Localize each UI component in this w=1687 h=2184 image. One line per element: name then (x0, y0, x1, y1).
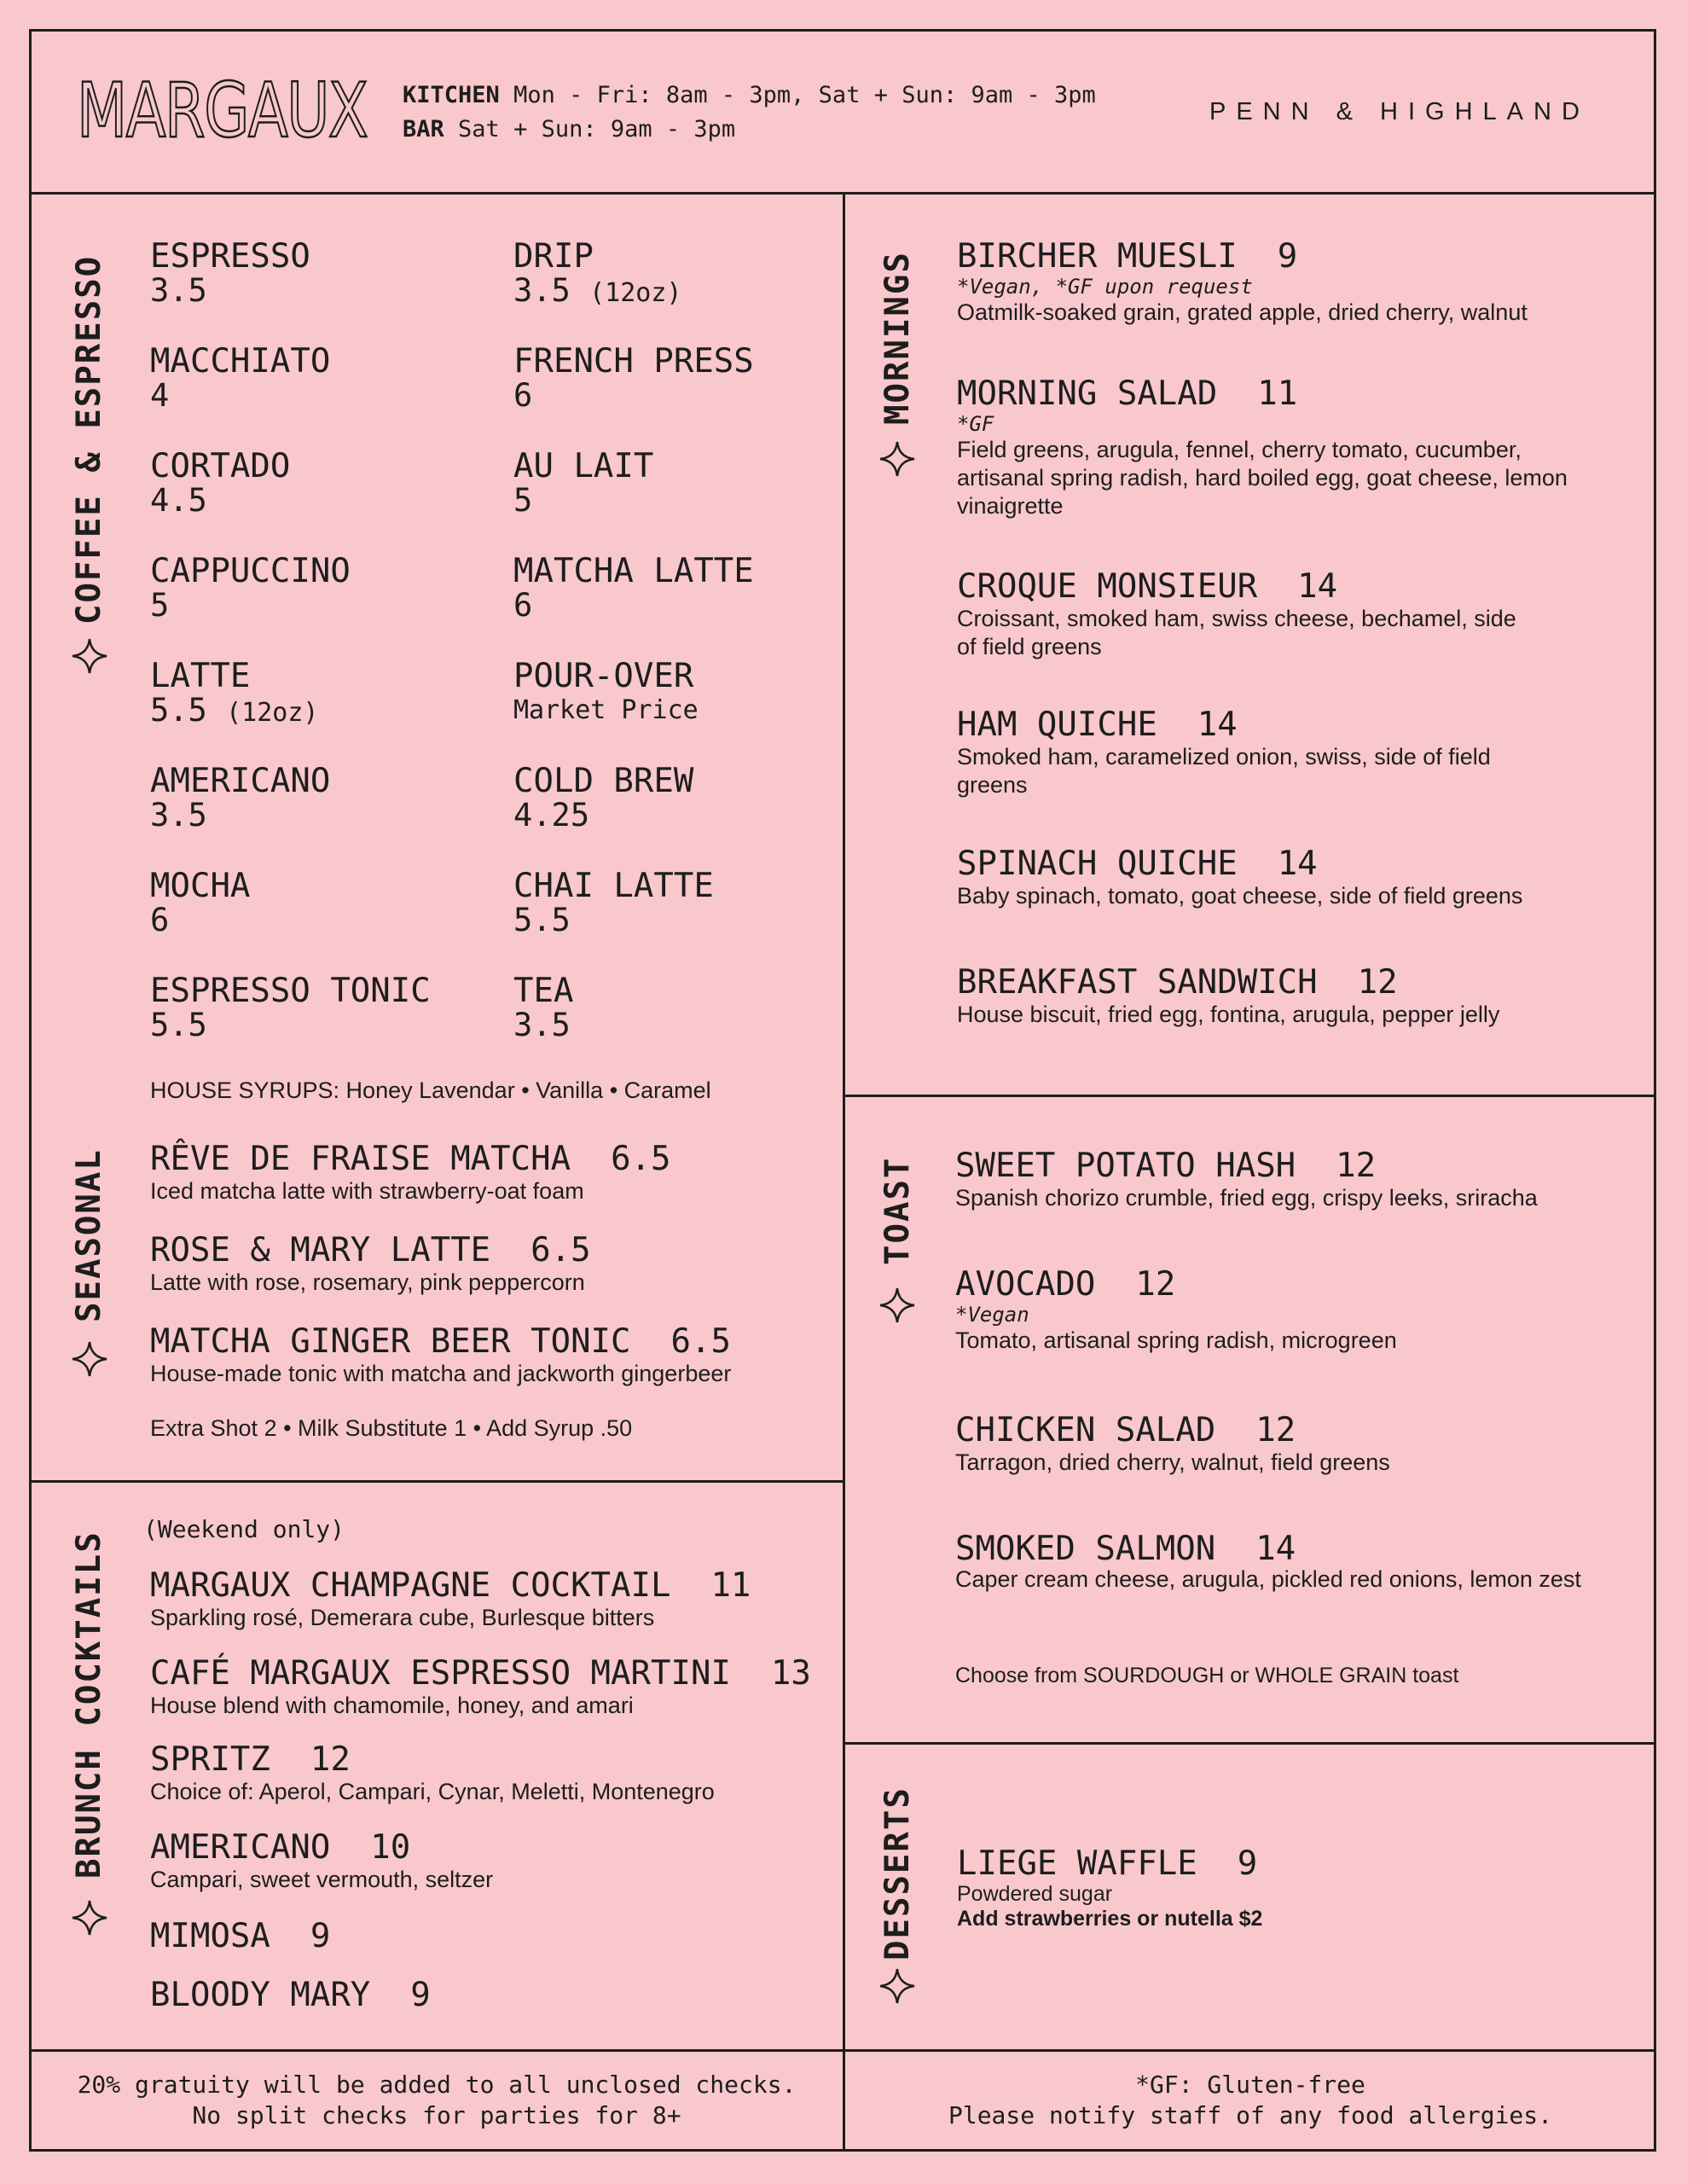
menu-item (957, 239, 1622, 327)
item-price: 12 (1336, 1147, 1377, 1185)
kitchen-label: KITCHEN (403, 82, 500, 108)
item-description: Croissant, smoked ham, swiss cheese, bechamel, side of field greens (957, 606, 1516, 659)
item-name: CHAI LATTE (513, 867, 714, 905)
item-name: MORNING SALAD (957, 375, 1218, 413)
item-description: Campari, sweet vermouth, seltzer (150, 1867, 494, 1892)
item-name: SWEET POTATO HASH (955, 1147, 1296, 1185)
menu-item (150, 1141, 671, 1205)
item-name: TEA (513, 972, 574, 1010)
item-price: 6 (513, 377, 533, 414)
menu-item (150, 764, 330, 832)
menu-item (150, 659, 318, 729)
item-name: LATTE (150, 657, 251, 695)
menu-item (957, 569, 1537, 661)
item-name: AMERICANO (150, 1828, 331, 1867)
item-price: 13 (770, 1654, 811, 1693)
item-name: SPRITZ (150, 1740, 270, 1779)
menu-item (513, 344, 754, 412)
bread-note: Choose from SOURDOUGH or WHOLE GRAIN toast (955, 1664, 1459, 1687)
menu-item (150, 1978, 431, 2013)
bar-hours: Sat + Sun: 9am - 3pm (458, 116, 736, 142)
item-description: Sparkling rosé, Demerara cube, Burlesque bitters (150, 1605, 655, 1630)
item-price: 9 (310, 1917, 331, 1955)
item-name: CORTADO (150, 447, 291, 485)
allergy-note: Please notify staff of any food allergies. (948, 2101, 1552, 2129)
hours-block (403, 78, 1096, 147)
item-description: Tarragon, dried cherry, walnut, field greens (955, 1449, 1390, 1475)
item-description: Oatmilk-soaked grain, grated apple, dried cherry, walnut (957, 299, 1528, 325)
item-name: CAPPUCCINO (150, 552, 351, 590)
house-syrups: HOUSE SYRUPS: Honey Lavendar • Vanilla • Caramel (150, 1077, 711, 1103)
item-price: 5.5 (513, 902, 571, 938)
item-description: Choice of: Aperol, Campari, Cynar, Meletti, Montenegro (150, 1779, 715, 1804)
item-description: Spanish chorizo crumble, fried egg, crispy leeks, sriracha (955, 1185, 1538, 1211)
item-description: House blend with chamomile, honey, and amari (150, 1693, 634, 1718)
extras: Extra Shot 2 • Milk Substitute 1 • Add Syrup .50 (150, 1415, 633, 1441)
item-name: HAM QUICHE (957, 706, 1157, 744)
item-name: SPINACH QUICHE (957, 845, 1238, 883)
item-price: 9 (1277, 237, 1298, 276)
item-price: 3.5 (513, 272, 571, 309)
menu-item (957, 965, 1622, 1029)
item-name: BIRCHER MUESLI (957, 237, 1238, 276)
menu-item (150, 239, 310, 307)
item-note: *Vegan, *GF upon request (957, 275, 1253, 299)
sparkle-icon (71, 1340, 108, 1378)
coffee-section-title: COFFEE & ESPRESSO (70, 254, 108, 624)
item-price: 4 (150, 377, 170, 414)
menu-item (513, 239, 681, 310)
item-description: Field greens, arugula, fennel, cherry tomato, cucumber, artisanal spring radish, hard boiled egg, goat cheese, lemon vinaigrette (957, 437, 1568, 519)
footer-divider (29, 2049, 1656, 2052)
item-addon: Add strawberries or nutella $2 (957, 1907, 1263, 1931)
item-name: LIEGE WAFFLE (957, 1844, 1197, 1883)
item-price: 11 (710, 1566, 751, 1605)
item-price: 3.5 (513, 1007, 571, 1043)
location: PENN & HIGHLAND (1209, 98, 1590, 125)
item-description: Smoked ham, caramelized onion, swiss, side of field greens (957, 744, 1491, 798)
item-name: COLD BREW (513, 762, 694, 800)
menu-item (955, 1148, 1620, 1212)
item-name: ROSE & MARY LATTE (150, 1231, 491, 1269)
item-price: 4.5 (150, 482, 207, 519)
item-name: MARGAUX CHAMPAGNE COCKTAIL (150, 1566, 671, 1605)
item-name: MACCHIATO (150, 342, 331, 380)
menu-item (513, 868, 714, 937)
item-price: 14 (1255, 1530, 1296, 1568)
item-name: FRENCH PRESS (513, 342, 754, 380)
toast-section-title: TOAST (878, 1156, 917, 1265)
menu-item (150, 554, 351, 622)
item-name: MIMOSA (150, 1917, 270, 1955)
menu-item (150, 1830, 493, 1894)
split-check-note: No split checks for parties for 8+ (192, 2101, 681, 2129)
item-price: 5.5 (150, 692, 207, 729)
desserts-section-title: DESSERTS (878, 1786, 917, 1960)
item-price: 14 (1297, 567, 1338, 606)
sparkle-icon (878, 440, 916, 478)
item-price: 3.5 (150, 272, 207, 309)
gf-note: *GF: Gluten-free (1135, 2071, 1365, 2099)
item-price: 6 (150, 902, 170, 938)
item-price: 4.25 (513, 797, 590, 834)
item-price: 6 (513, 587, 533, 624)
menu-item (957, 1846, 1622, 1931)
item-description: Iced matcha latte with strawberry-oat foam (150, 1178, 584, 1204)
toast-desserts-divider (843, 1742, 1656, 1745)
menu-item (513, 659, 699, 727)
cocktails-section-title: BRUNCH COCKTAILS (70, 1531, 108, 1879)
item-name: ESPRESSO (150, 237, 310, 276)
item-name: ESPRESSO TONIC (150, 972, 431, 1010)
item-price: 6.5 (530, 1231, 591, 1269)
sparkle-icon (71, 1899, 108, 1937)
coffee-cocktail-divider (29, 1480, 844, 1483)
item-name: RÊVE DE FRAISE MATCHA (150, 1140, 571, 1178)
item-price: 3.5 (150, 797, 207, 834)
margaux-logo: MARGAUX (77, 67, 368, 154)
sparkle-icon (71, 637, 108, 675)
weekend-note: (Weekend only) (143, 1515, 345, 1543)
item-description: Powdered sugar (957, 1882, 1113, 1906)
kitchen-hours: Mon - Fri: 8am - 3pm, Sat + Sun: 9am - 3pm (513, 82, 1096, 108)
menu-item (150, 1742, 715, 1806)
item-name: AU LAIT (513, 447, 654, 485)
menu-item (955, 1267, 1620, 1355)
menu-item (957, 707, 1520, 799)
item-name: MATCHA GINGER BEER TONIC (150, 1322, 631, 1361)
item-name: SMOKED SALMON (955, 1530, 1216, 1568)
item-name: BLOODY MARY (150, 1976, 371, 2014)
sparkle-icon (878, 1287, 916, 1324)
item-name: AMERICANO (150, 762, 331, 800)
item-price: 14 (1197, 706, 1238, 744)
item-name: CROQUE MONSIEUR (957, 567, 1258, 606)
item-description: Tomato, artisanal spring radish, microgreen (955, 1327, 1397, 1353)
menu-item (150, 1919, 330, 1955)
item-price: 6.5 (611, 1140, 671, 1178)
menu-item (957, 846, 1622, 910)
item-description: Baby spinach, tomato, goat cheese, side of field greens (957, 883, 1523, 909)
item-size: (12oz) (226, 698, 319, 728)
item-name: DRIP (513, 237, 594, 276)
menu-item (150, 868, 250, 937)
seasonal-section-title: SEASONAL (70, 1148, 108, 1322)
mornings-section-title: MORNINGS (878, 251, 917, 425)
menu-item (513, 449, 653, 517)
item-description: Caper cream cheese, arugula, pickled red onions, lemon zest (955, 1566, 1581, 1592)
menu-item (150, 1233, 591, 1297)
item-note: *Vegan (955, 1303, 1029, 1327)
item-name: MOCHA (150, 867, 251, 905)
item-note: *GF (957, 412, 994, 436)
mornings-toast-divider (843, 1095, 1656, 1097)
item-name: CAFÉ MARGAUX ESPRESSO MARTINI (150, 1654, 731, 1693)
menu-item (150, 1324, 731, 1388)
item-price: 12 (1135, 1265, 1176, 1304)
item-size: (12oz) (589, 278, 682, 308)
menu-item (955, 1531, 1620, 1591)
item-price: 10 (370, 1828, 411, 1867)
menu-item (150, 1568, 751, 1632)
item-price: 6.5 (670, 1322, 731, 1361)
sparkle-icon (878, 1967, 916, 2005)
footer-left (31, 2070, 843, 2131)
item-description: House-made tonic with matcha and jackworth gingerbeer (150, 1361, 732, 1386)
item-name: POUR-OVER (513, 657, 694, 695)
menu-item (150, 344, 330, 412)
bar-label: BAR (403, 116, 444, 142)
item-description: Latte with rose, rosemary, pink peppercorn (150, 1269, 585, 1295)
menu-item (150, 1656, 811, 1720)
item-price: 5 (150, 587, 170, 624)
item-price: 14 (1277, 845, 1318, 883)
item-price: 5.5 (150, 1007, 207, 1043)
item-price: 9 (410, 1976, 431, 2014)
item-price: 11 (1257, 375, 1298, 413)
item-name: MATCHA LATTE (513, 552, 754, 590)
item-price: 9 (1237, 1844, 1258, 1883)
item-name: AVOCADO (955, 1265, 1096, 1304)
item-price: 12 (1255, 1411, 1296, 1449)
item-name: BREAKFAST SANDWICH (957, 963, 1318, 1002)
item-price: 5 (513, 482, 533, 519)
item-description: House biscuit, fried egg, fontina, arugula, pepper jelly (957, 1002, 1500, 1027)
center-divider (843, 192, 845, 2152)
menu-item (513, 764, 693, 832)
menu-item (150, 449, 290, 517)
menu-item (513, 554, 754, 622)
menu-item (955, 1413, 1620, 1477)
footer-right (845, 2070, 1655, 2131)
item-name: CHICKEN SALAD (955, 1411, 1216, 1449)
gratuity-note: 20% gratuity will be added to all unclosed checks. (77, 2071, 797, 2099)
item-price: 12 (1357, 963, 1398, 1002)
menu-item (957, 376, 1614, 520)
item-price: Market Price (513, 695, 699, 725)
menu-item (513, 973, 573, 1042)
item-price: 12 (310, 1740, 351, 1779)
menu-item (150, 973, 431, 1042)
